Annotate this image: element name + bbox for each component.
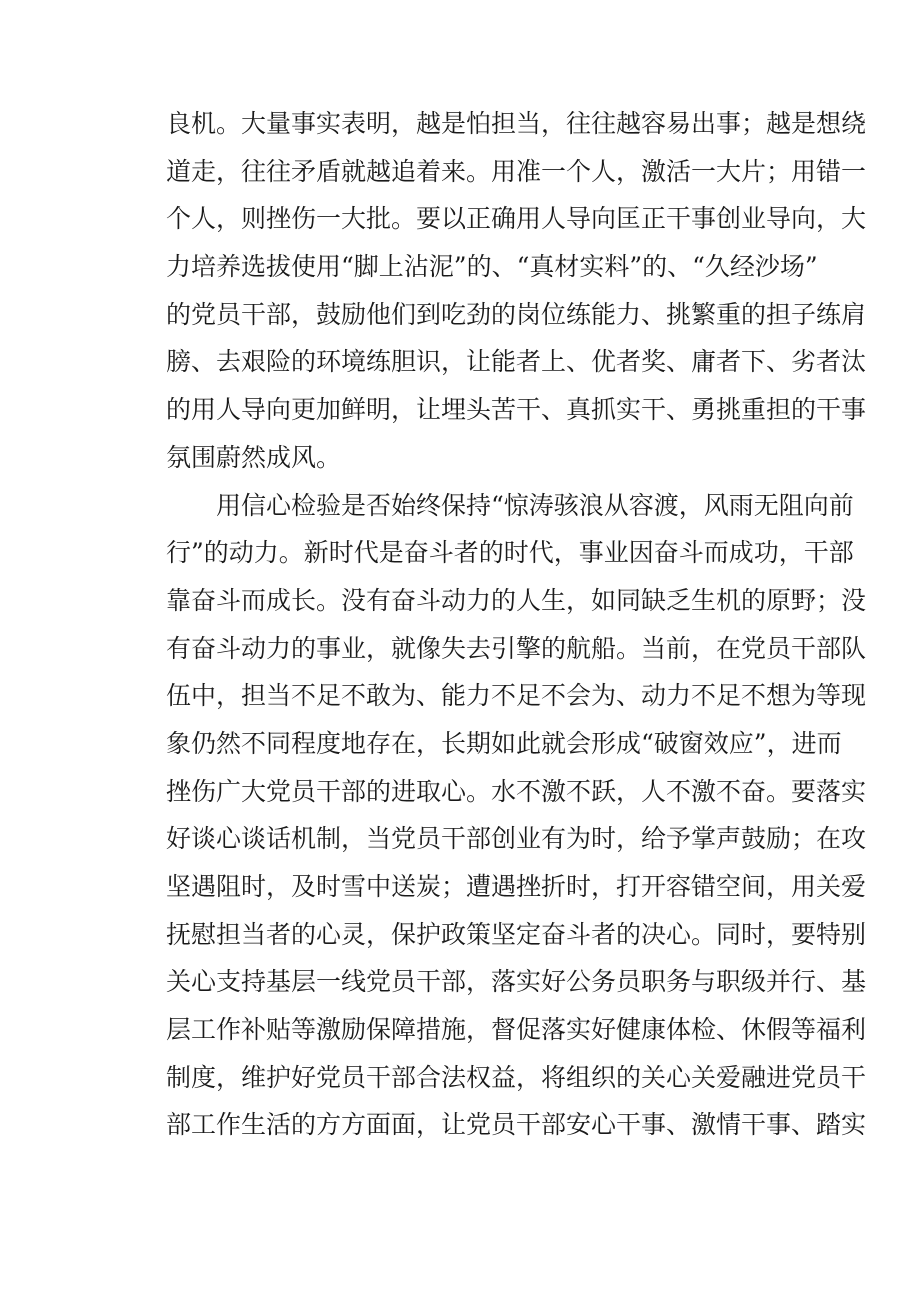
text-line: 靠奋斗而成长。没有奋斗动力的人生，如同缺乏生机的原野；没 bbox=[166, 585, 867, 615]
text-line: 的党员干部，鼓励他们到吃劲的岗位练能力、挑繁重的担子练肩 bbox=[166, 299, 867, 329]
text-line: 良机。大量事实表明，越是怕担当，往往越容易出事；越是想绕 bbox=[166, 109, 867, 138]
paragraph-1 bbox=[166, 100, 867, 482]
text-line: 关心支持基层一线党员干部，落实好公务员职务与职级并行、基 bbox=[166, 967, 867, 997]
text-line: 抚慰担当者的心灵，保护政策坚定奋斗者的决心。同时，要特别 bbox=[166, 919, 867, 949]
paragraph-2 bbox=[166, 482, 867, 1150]
text-line: 用信心检验是否始终保持“惊涛骇浪从容渡，风雨无阻向前 bbox=[216, 490, 854, 520]
text-line: 行”的动力。新时代是奋斗者的时代，事业因奋斗而成功，干部 bbox=[166, 538, 854, 568]
body-text bbox=[166, 100, 867, 1149]
text-line: 象仍然不同程度地存在，长期如此就会形成“破窗效应”，进而 bbox=[166, 728, 842, 758]
text-line: 好谈心谈话机制，当党员干部创业有为时，给予掌声鼓励；在攻 bbox=[166, 824, 867, 854]
text-line: 层工作补贴等激励保障措施，督促落实好健康体检、休假等福利 bbox=[166, 1015, 867, 1045]
text-line: 伍中，担当不足不敢为、能力不足不会为、动力不足不想为等现 bbox=[166, 681, 867, 711]
text-line: 力培养选拔使用“脚上沾泥”的、“真材实料”的、“久经沙场” bbox=[166, 252, 818, 282]
text-line: 的用人导向更加鲜明，让埋头苦干、真抓实干、勇挑重担的干事 bbox=[166, 395, 867, 425]
text-line: 坚遇阻时，及时雪中送炭；遭遇挫折时，打开容错空间，用关爱 bbox=[166, 872, 867, 901]
text-line: 膀、去艰险的环境练胆识，让能者上、优者奖、庸者下、劣者汰 bbox=[166, 347, 867, 377]
text-line: 部工作生活的方方面面，让党员干部安心干事、激情干事、踏实 bbox=[166, 1110, 867, 1140]
text-line: 氛围蔚然成风。 bbox=[166, 442, 342, 472]
text-line: 挫伤广大党员干部的进取心。水不激不跃，人不激不奋。要落实 bbox=[166, 776, 867, 806]
text-line: 有奋斗动力的事业，就像失去引擎的航船。当前，在党员干部队 bbox=[166, 633, 867, 663]
text-line: 道走，往往矛盾就越追着来。用准一个人，激活一大片；用错一 bbox=[166, 156, 867, 186]
text-line: 个人，则挫伤一大批。要以正确用人导向匡正干事创业导向，大 bbox=[166, 204, 867, 234]
text-line: 制度，维护好党员干部合法权益，将组织的关心关爱融进党员干 bbox=[166, 1062, 867, 1092]
